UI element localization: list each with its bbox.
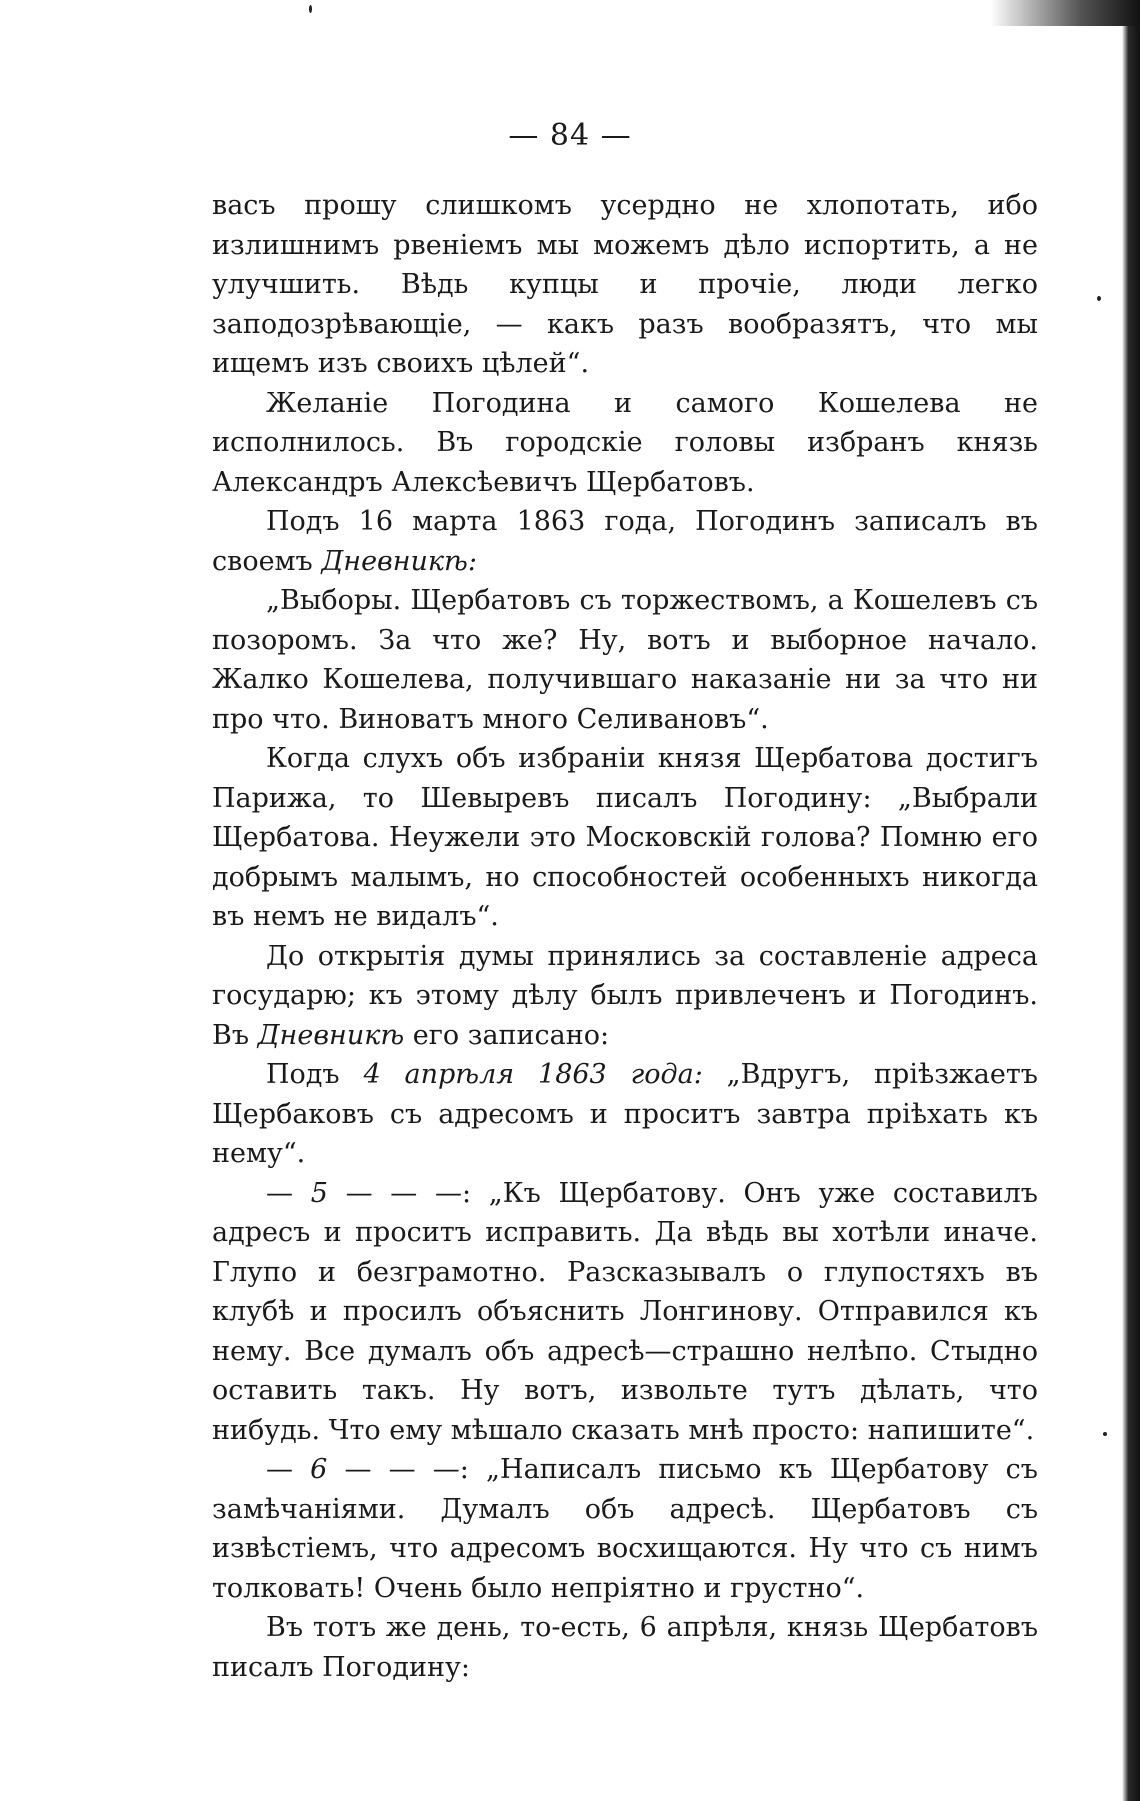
paragraph-p6	[212, 937, 1038, 1056]
text-run: — — —: „Написалъ письмо къ Щербатову съ замѣчаніями. Думалъ объ адресѣ. Щербатовъ съ извѣстіемъ, что адресомъ восхищаются. Ну что съ нимъ толковать! Очень было непріятно и грустно“.	[212, 1454, 1038, 1604]
paragraph-p7	[212, 1055, 1038, 1174]
page-number: — 84 —	[508, 118, 632, 153]
italic-run: 4 апрѣля 1863 года:	[363, 1059, 703, 1090]
italic-run: Дневникѣ	[257, 1019, 405, 1051]
scan-corner-shadow	[990, 0, 1140, 26]
text-run: —	[266, 1177, 311, 1209]
paragraph-p3	[212, 502, 1038, 581]
paragraph-p4	[212, 581, 1038, 739]
paragraph-p10	[212, 1608, 1038, 1687]
text-run: —	[266, 1454, 311, 1485]
paragraph-p5	[212, 739, 1038, 937]
page-edge-shadow	[1122, 0, 1140, 1801]
paragraph-p2	[212, 384, 1038, 503]
italic-run: 6	[310, 1454, 328, 1485]
text-run: Подъ	[266, 1059, 364, 1090]
scan-speck	[1103, 1432, 1107, 1436]
text-run: Желаніе Погодина и самого Кошелева не исполнилось. Въ городскіе головы избранъ князь Александръ Алексѣевичъ Щербатовъ.	[212, 387, 1038, 498]
text-run: „Выборы. Щербатовъ съ торжествомъ, а Кошелевъ съ позоромъ. За что же? Ну, вотъ и выборное начало. Жалко Кошелева, получившаго наказаніе ни за что ни про что. Виноватъ много Селивановъ“.	[212, 585, 1038, 735]
text-run: — — —: „Къ Щербатову. Онъ уже составилъ адресъ и проситъ исправить. Да вѣдь вы хотѣли иначе. Глупо и безграмотно. Разсказывалъ о глупостяхъ въ клубѣ и просилъ объяснить Лонгинову. Отправился къ нему. Все думалъ объ адресѣ—страшно нелѣпо. Стыдно оставить такъ. Ну вотъ, извольте тутъ дѣлать, что нибудь. Что ему мѣшало сказать мнѣ просто: напишите“.	[212, 1177, 1038, 1446]
text-run: До открытія думы принялись за составленіе адреса государю; къ этому дѣлу былъ привлеченъ и Погодинъ. Въ	[212, 940, 1038, 1051]
paragraph-p8	[212, 1174, 1038, 1451]
italic-run: Дневникѣ:	[321, 545, 477, 577]
text-run: его записано:	[404, 1019, 610, 1051]
text-run: васъ прошу слишкомъ усердно не хлопотать, ибо излишнимъ рвеніемъ мы можемъ дѣло испортить, а не улучшить. Вѣдь купцы и прочіе, люди легко заподозрѣвающіе, — какъ разъ вообразятъ, что мы ищемъ изъ своихъ цѣлей“.	[212, 190, 1038, 379]
italic-run: 5	[310, 1177, 328, 1209]
scan-speck	[309, 5, 312, 13]
text-run: Въ тотъ же день, то-есть, 6 апрѣля, князь Щербатовъ писалъ Погодину:	[212, 1612, 1038, 1683]
text-run: Когда слухъ объ избраніи князя Щербатова достигъ Парижа, то Шевыревъ писалъ Погодину: „Выбрали Щербатова. Неужели это Московскій голова? Помню его добрымъ малымъ, но способностей особенныхъ никогда въ немъ не видалъ“.	[212, 743, 1038, 932]
text-run: Подъ 16 марта 1863 года, Погодинъ записалъ въ своемъ	[212, 506, 1038, 577]
paragraph-p9	[212, 1450, 1038, 1608]
text-run: „Вдругъ, пріѣзжаетъ Щербаковъ съ адресомъ и проситъ завтра пріѣхать къ нему“.	[212, 1059, 1038, 1169]
body-text	[212, 186, 1038, 1687]
paragraph-p1	[212, 186, 1038, 384]
scan-speck	[1097, 296, 1101, 301]
